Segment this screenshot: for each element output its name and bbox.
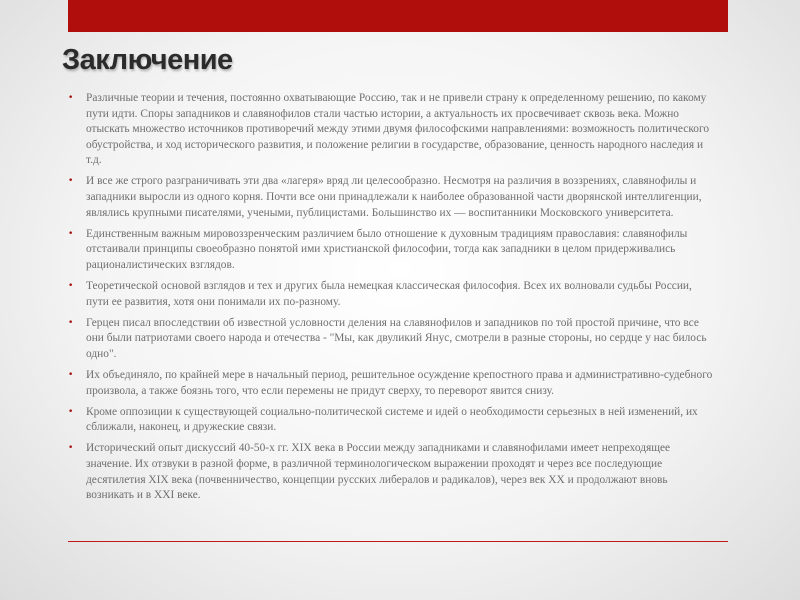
bullet-icon: • <box>68 93 74 103</box>
bullet-icon: • <box>68 317 74 328</box>
bullet-icon: • <box>68 176 74 187</box>
bullet-text: Различные теории и течения, постоянно охватывающие Россию, так и не привели страну к определенному решению, по какому пути идти. Споры западников и славянофилов стали частью истории, а актуальность их просвечивает сквозь века. Можно отыскать множество источников противоречий между этими двумя философскими направлениями: возможность политического обустройства, и ход исторического развития, и положение религии в государстве, образование, ценность народного наследия и т.д. <box>86 92 710 167</box>
bullet-item <box>66 91 716 169</box>
bullet-item <box>66 405 716 436</box>
bullet-item <box>66 279 716 310</box>
bullet-text: Их объединяло, по крайней мере в начальный период, решительное осуждение крепостного права и административно-судебного произвола, а также боязнь того, что если перемены не придут сверху, то переворот явится снизу. <box>86 369 713 397</box>
top-accent-bar <box>68 0 728 32</box>
bullet-item <box>66 227 716 274</box>
bullet-icon: • <box>68 370 74 380</box>
bullet-text: Теоретической основой взглядов и тех и других была немецкая классическая философия. Всех их волновали судьбы России, пути ее развития, хотя они понимали их по-разному. <box>86 280 692 308</box>
bullet-text: Исторический опыт дискуссий 40-50-х гг. XIX века в России между западниками и славянофилами имеет непреходящее значение. Их отзвуки в разной форме, в различной терминологическом выражении проходят и через все последующие десятилетия XIX века (почвенничество, концепции русских либералов и радикалов), через век XX и продолжают вновь возникать и в XXI веке. <box>86 442 671 502</box>
bullet-item <box>66 316 716 363</box>
bullet-item <box>66 174 716 221</box>
bullet-text: Кроме оппозиции к существующей социально-политической системе и идей о необходимости серьезных в ней изменений, их сближали, наконец, и дружеские связи. <box>86 405 698 434</box>
bullet-text: Единственным важным мировоззренческим различием было отношение к духовным традициям православия: славянофилы отстаивали принципы своеобразно понятой ими христианской философии, тогда как западники в целом придерживались рационалистических взглядов. <box>86 227 688 271</box>
bullet-item <box>66 368 716 399</box>
bullet-item <box>66 441 716 503</box>
bullet-text: И все же строго разграничивать эти два «лагеря» вряд ли целесообразно. Несмотря на различия в воззрениях, славянофилы и западники выросли из одного корня. Почти все они принадлежали к наиболее образованной части дворянской интеллигенции, являлись крупными писателями, учеными, публицистами. Большинство их — воспитанники Московского университета. <box>86 175 702 219</box>
bottom-divider <box>68 541 728 542</box>
slide-title: Заключение <box>62 44 233 76</box>
bullet-icon: • <box>68 406 74 417</box>
bullet-text: Герцен писал впоследствии об известной условности деления на славянофилов и западников по той простой причине, что все они были патриотами своего народа и отечества - "Мы, как двуликий Янус, смотрели в разные стороны, но сердце у нас билось одно". <box>86 316 707 360</box>
bullet-icon: • <box>68 281 74 292</box>
bullet-icon: • <box>68 228 74 239</box>
bullet-list <box>66 91 716 509</box>
bullet-icon: • <box>68 443 74 454</box>
